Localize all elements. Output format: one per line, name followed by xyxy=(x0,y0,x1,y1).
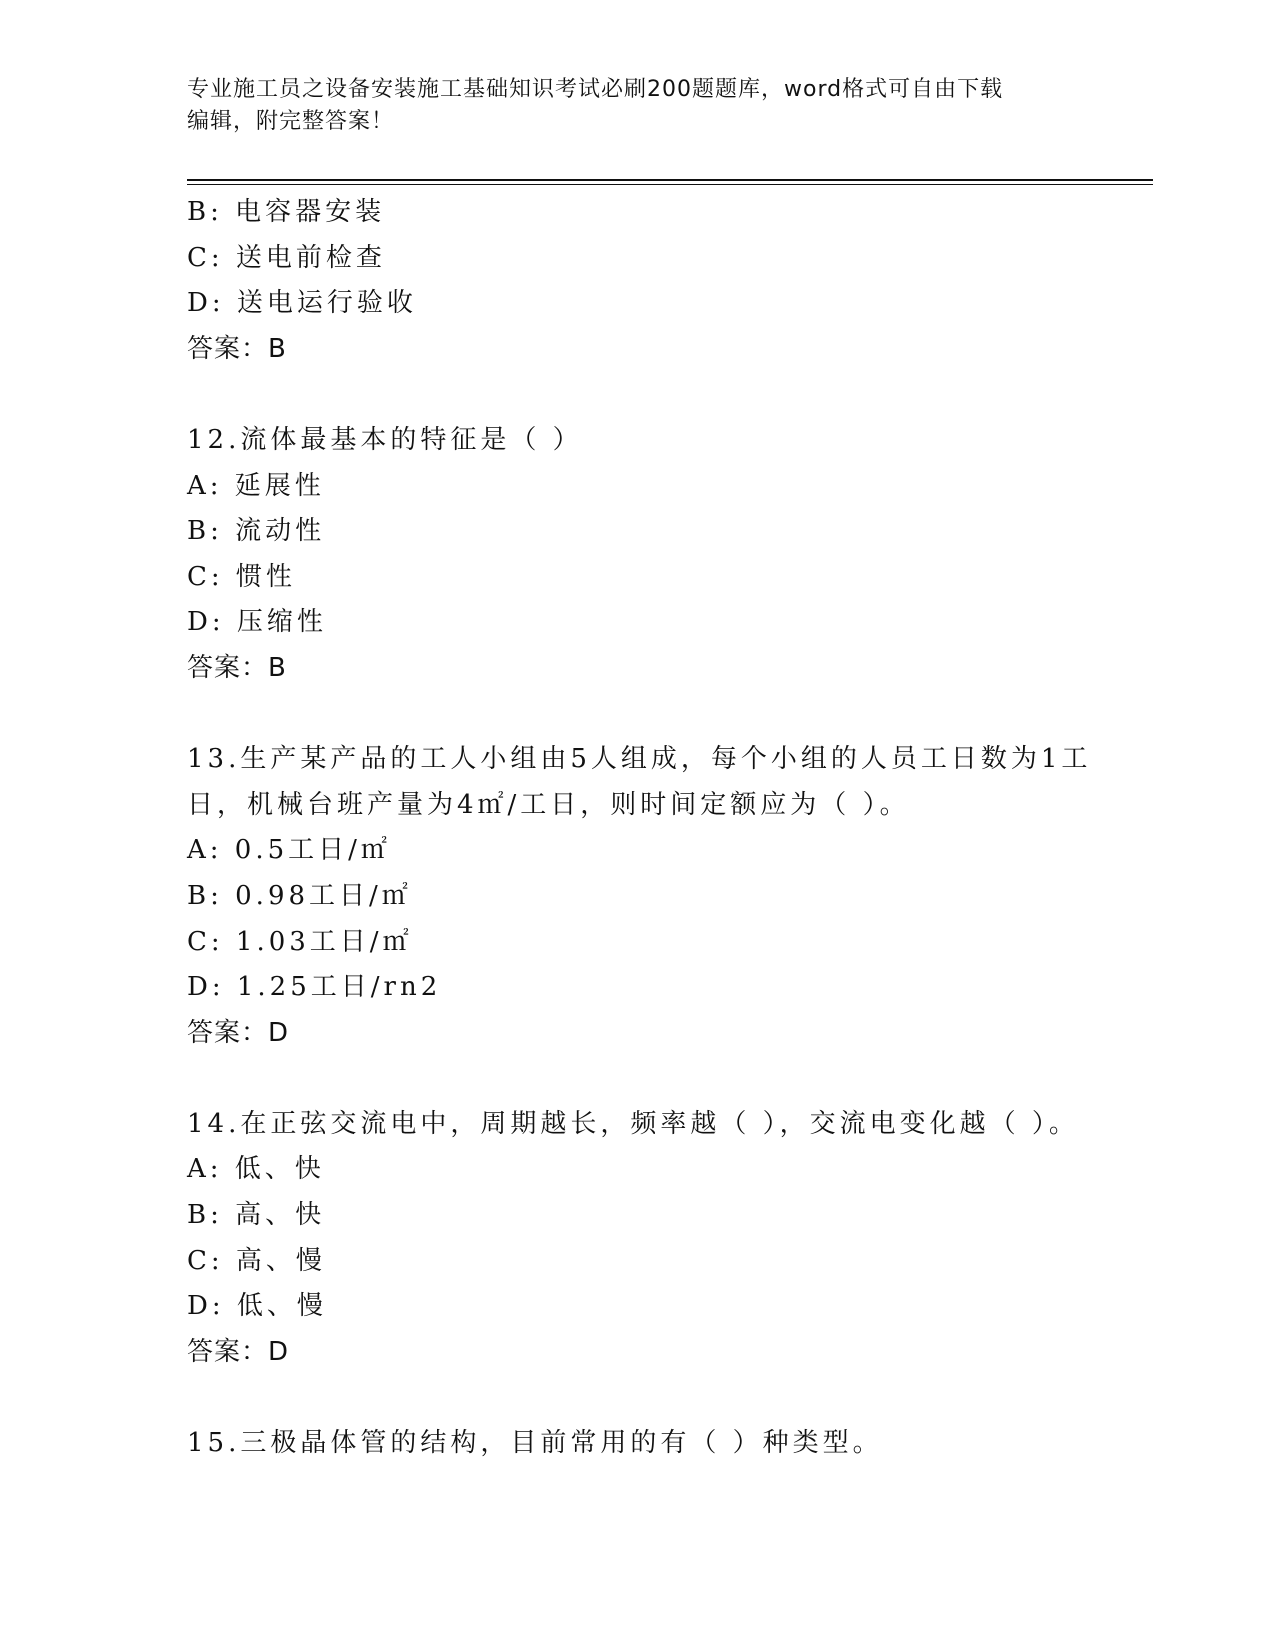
option-a: A: 低、快 xyxy=(187,1154,325,1185)
header-line-1: 专业施工员之设备安装施工基础知识考试必刷200题题库，word格式可自由下载 xyxy=(187,77,1004,102)
option-b: B: 高、快 xyxy=(187,1200,326,1231)
question-15 xyxy=(187,1421,1147,1467)
question-stem: 15.三极晶体管的结构，目前常用的有（ ）种类型。 xyxy=(187,1428,883,1459)
answer-line: 答案：B xyxy=(187,652,287,683)
question-stem-continued: 日，机械台班产量为4㎡/工日，则时间定额应为（ ）。 xyxy=(187,789,910,820)
document-header xyxy=(187,74,1087,138)
option-d: D: 1.25工日/rn2 xyxy=(187,972,442,1003)
option-b: B: 流动性 xyxy=(187,516,326,547)
question-14 xyxy=(187,1102,1147,1376)
option-d: D: 低、慢 xyxy=(187,1291,327,1322)
question-content xyxy=(187,190,1147,1467)
answer-line: 答案：B xyxy=(187,333,287,364)
option-c: C: 送电前检查 xyxy=(187,242,386,273)
option-b: B: 电容器安装 xyxy=(187,197,386,227)
option-d: D: 压缩性 xyxy=(187,607,327,638)
question-stem: 13.生产某产品的工人小组由5人组成，每个小组的人员工日数为1工 xyxy=(187,744,1092,775)
question-13 xyxy=(187,737,1147,1056)
header-divider-thin xyxy=(187,184,1153,185)
header-divider-thick xyxy=(187,179,1153,181)
question-12 xyxy=(187,418,1147,692)
question-11-continued xyxy=(187,190,1147,372)
option-b: B: 0.98工日/㎡ xyxy=(187,880,412,911)
spacer xyxy=(187,1375,1147,1421)
option-d: D: 送电运行验收 xyxy=(187,288,417,319)
spacer xyxy=(187,372,1147,418)
header-line-2: 编辑，附完整答案！ xyxy=(187,109,395,134)
question-stem: 14.在正弦交流电中，周期越长，频率越（ ），交流电变化越（ ）。 xyxy=(187,1108,1079,1139)
option-c: C: 惯性 xyxy=(187,561,296,592)
option-c: C: 高、慢 xyxy=(187,1245,326,1276)
spacer xyxy=(187,692,1147,738)
option-c: C: 1.03工日/㎡ xyxy=(187,926,413,957)
answer-line: 答案：D xyxy=(187,1336,290,1367)
question-stem: 12.流体最基本的特征是（ ） xyxy=(187,424,583,455)
option-a: A: 0.5工日/㎡ xyxy=(187,835,391,866)
answer-line: 答案：D xyxy=(187,1017,290,1048)
spacer xyxy=(187,1056,1147,1102)
option-a: A: 延展性 xyxy=(187,470,325,501)
